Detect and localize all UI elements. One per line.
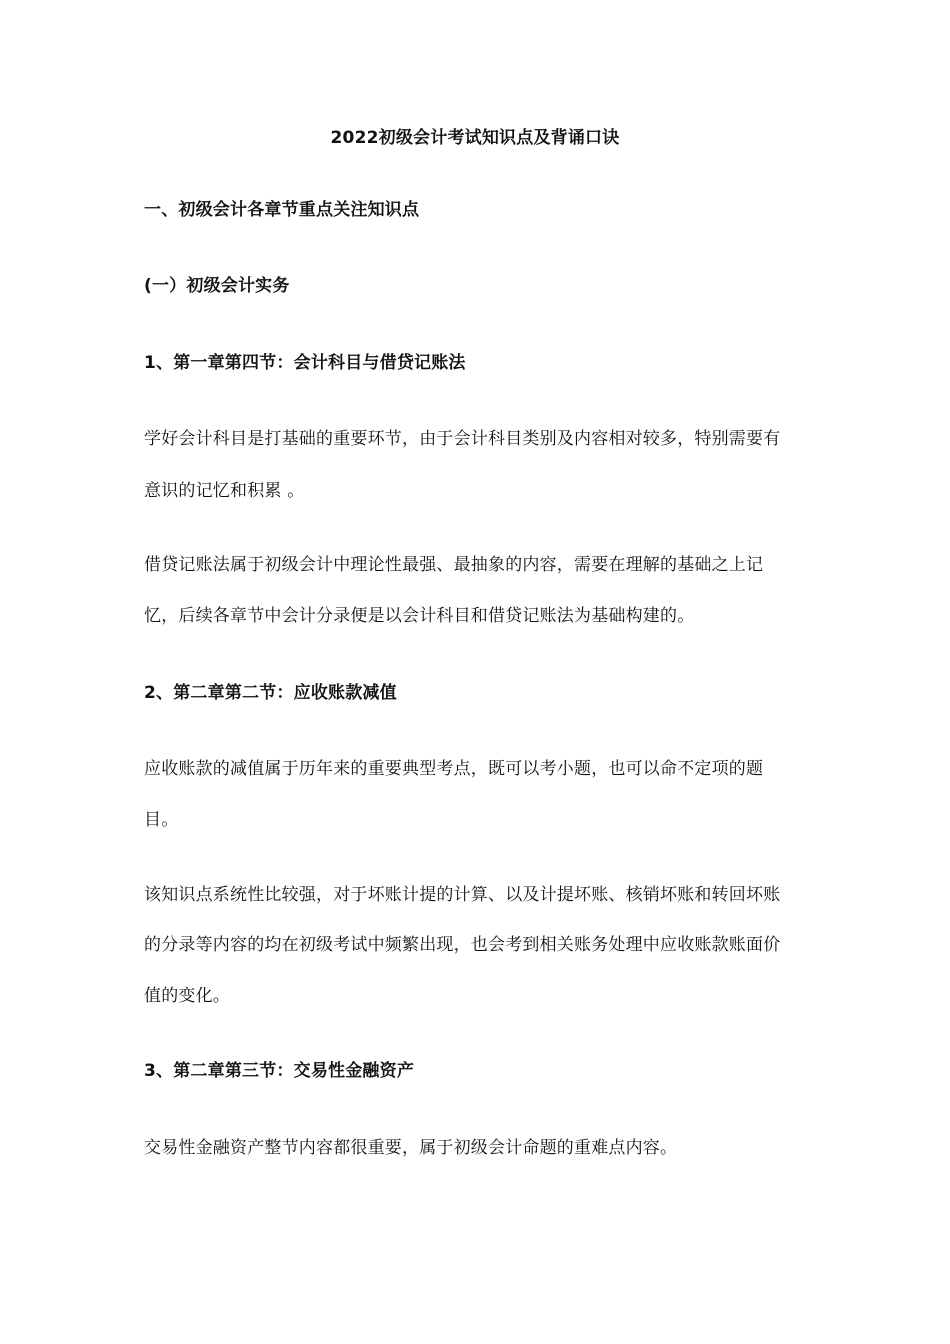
section-heading-2: 2、第二章第二节：应收账款减值	[144, 683, 397, 703]
document-title: 2022初级会计考试知识点及背诵口诀	[330, 128, 620, 148]
paragraph-line: 值的变化。	[144, 986, 230, 1006]
section-heading-1: 1、第一章第四节：会计科目与借贷记账法	[144, 353, 466, 373]
paragraph-line: 交易性金融资产整节内容都很重要，属于初级会计命题的重难点内容。	[144, 1138, 678, 1158]
paragraph-line: 该知识点系统性比较强，对于坏账计提的计算、以及计提坏账、核销坏账和转回坏账	[144, 885, 781, 905]
paragraph-line: 忆，后续各章节中会计分录便是以会计科目和借贷记账法为基础构建的。	[144, 606, 695, 626]
paragraph-line: 目。	[144, 810, 179, 830]
paragraph-line: 学好会计科目是打基础的重要环节，由于会计科目类别及内容相对较多，特别需要有	[144, 429, 781, 449]
paragraph-line: 应收账款的减值属于历年来的重要典型考点，既可以考小题，也可以命不定项的题	[144, 759, 764, 779]
paragraph-line: 意识的记忆和积累 。	[144, 481, 305, 501]
paragraph-line: 借贷记账法属于初级会计中理论性最强、最抽象的内容，需要在理解的基础之上记	[144, 555, 764, 575]
heading-level-1: 一、初级会计各章节重点关注知识点	[144, 200, 420, 220]
paragraph-line: 的分录等内容的均在初级考试中频繁出现，也会考到相关账务处理中应收账款账面价	[144, 935, 781, 955]
section-heading-3: 3、第二章第三节：交易性金融资产	[144, 1061, 415, 1081]
heading-level-2: (一）初级会计实务	[144, 276, 290, 296]
